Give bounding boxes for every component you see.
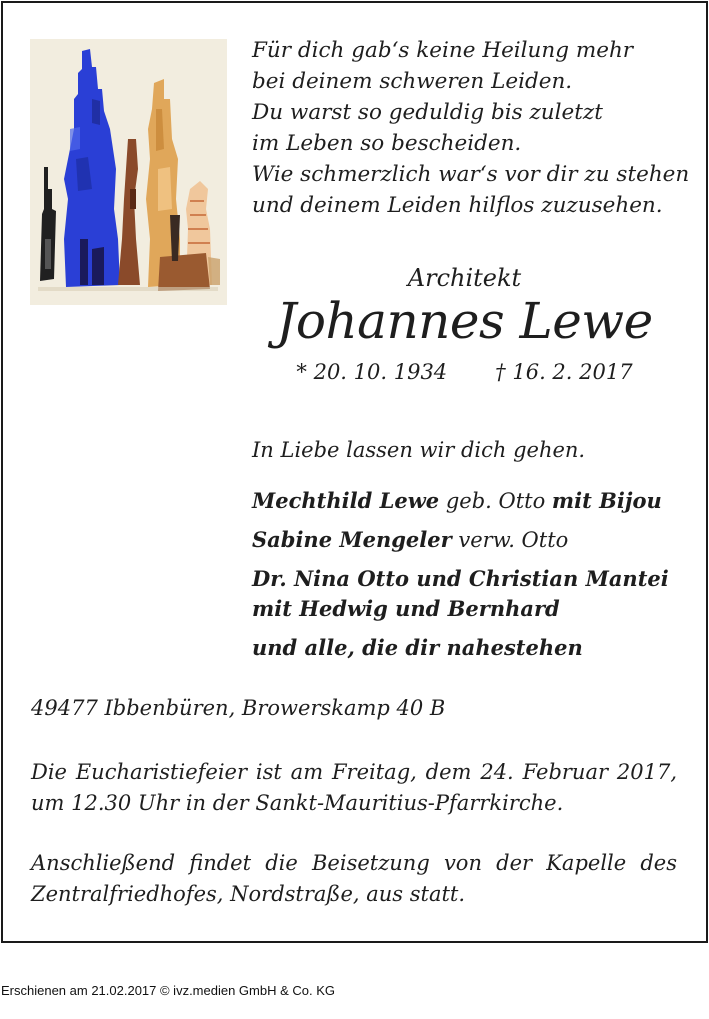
mourner-line [252,486,682,516]
mourner-note: verw. Otto [451,528,569,552]
life-dates [252,360,677,384]
burial-line: Anschließend findet die Beisetzung von der Kapelle des [31,851,677,875]
mourner-name: Mechthild Lewe [252,488,440,513]
farewell-text: In Liebe lassen wir dich gehen. [252,438,586,462]
burial-paragraph [31,848,677,910]
poem-line: Wie schmerzlich war‘s vor dir zu stehen [252,162,690,187]
poem-line: Du warst so geduldig bis zuletzt [252,100,603,125]
mourner-line: Dr. Nina Otto und Christian Mantei [252,566,669,591]
birth-date: * 20. 10. 1934 [296,360,448,384]
burial-line: Zentralfriedhofes, Nordstraße, aus statt. [31,882,466,906]
mourner-line [252,525,682,555]
mourner-line: mit Hedwig und Bernhard [252,596,560,621]
mourner-line: und alle, die dir nahestehen [252,635,583,660]
service-paragraph [31,757,677,819]
poem [252,35,692,221]
poem-line: im Leben so bescheiden. [252,131,522,156]
poem-line: bei deinem schweren Leiden. [252,69,573,94]
publication-footer: Erschienen am 21.02.2017 © ivz.medien GmbH & Co. KG [1,983,336,998]
deceased-name: Johannes Lewe [276,292,653,350]
mourners-list [252,486,682,663]
service-line: um 12.30 Uhr in der Sankt-Mauritius-Pfarrkirche. [31,791,564,815]
profession: Architekt [407,264,522,292]
death-date: † 16. 2. 2017 [495,360,633,384]
mourner-note: geb. Otto [439,489,552,513]
mourner-companion: mit Bijou [551,488,662,513]
watercolor-towers-image [30,39,227,305]
service-line: Die Eucharistiefeier ist am Freitag, dem 24. Februar 2017, [31,760,677,784]
mourner-name: Sabine Mengeler [252,527,452,552]
poem-line: und deinem Leiden hilflos zuzusehen. [252,193,663,218]
address: 49477 Ibbenbüren, Browerskamp 40 B [31,696,446,720]
poem-line: Für dich gab‘s keine Heilung mehr [252,38,634,63]
